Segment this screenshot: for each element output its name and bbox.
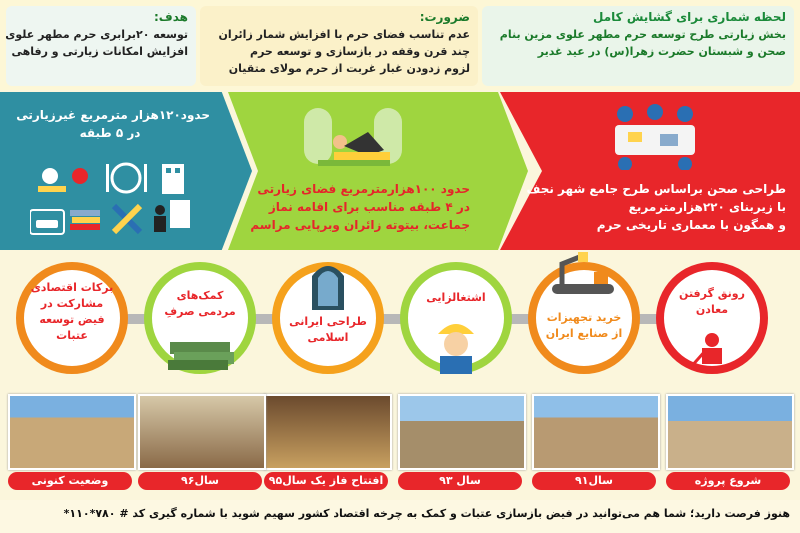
- robot-arm-icon: [548, 250, 618, 296]
- design-text: [526, 180, 786, 234]
- goal-card: [6, 6, 196, 86]
- teacher-icon: [154, 200, 190, 232]
- caption-current-status: وضعیت کنونی: [8, 472, 132, 490]
- footer-text: هنوز فرصت دارید؛ شما هم می‌توانید در فیض بازسازی عتبات و کمک به چرخه اقتصاد کشور سهیم شوید با شماره گیری کد # ۷۸۰*۱۱۰*: [63, 507, 790, 520]
- step-label-donations: [152, 288, 248, 320]
- step-label-line: اشتغالزایی: [426, 291, 486, 304]
- title-line: صحن و شبستان حضرت زهرا(س) در عید غدیر: [537, 45, 786, 58]
- progress-photos: [0, 390, 800, 500]
- step-label-line: از صنایع ایران: [545, 327, 623, 340]
- caption-project-start: شروع پروژه: [666, 472, 790, 490]
- step-label-design: [280, 314, 376, 346]
- step-label-line: خرید تجهیزات: [546, 311, 622, 324]
- step-label-line: کمک‌های: [176, 289, 224, 302]
- title-line: بخش زیارتی طرح توسعه حرم مطهر علوی مزین بنام: [499, 28, 786, 41]
- title-card: [482, 6, 794, 86]
- step-label-line: فیض توسعه: [39, 313, 105, 326]
- photo-phase-one: [264, 394, 392, 470]
- design-line: و همگون با معماری تاریخی حرم: [596, 218, 786, 232]
- title-heading: لحظه شماری برای گشایش کامل: [593, 10, 786, 24]
- cutlery-icon: [106, 164, 147, 192]
- building-icon: [162, 164, 184, 194]
- step-label-mining: [664, 286, 760, 318]
- need-card: [200, 6, 478, 86]
- meeting-table-icon: [600, 100, 710, 170]
- non-pilgrim-line: حدود۱۲۰هزار مترمربع غیرزیارتی: [16, 108, 210, 122]
- goal-heading: هدف:: [154, 10, 188, 24]
- money-icon: [168, 328, 234, 372]
- photo-year-96: [138, 394, 266, 470]
- books-icon: [70, 210, 100, 230]
- step-label-line: مشارکت در: [40, 297, 104, 310]
- parking-icon: [30, 210, 64, 234]
- need-line: لزوم زدودن غبار غربت از حرم مولای متقیان: [228, 62, 470, 75]
- prayer-icon: [298, 98, 408, 172]
- step-label-economic: [24, 280, 120, 344]
- step-label-line: طراحی ایرانی: [289, 315, 367, 328]
- pilgrim-line: جماعت، بیتوته زائران وبرپایی مراسم: [250, 218, 470, 232]
- caption-year-91: سال۹۱: [532, 472, 656, 490]
- islamic-arch-icon: [308, 256, 348, 310]
- caption-phase-one: افتتاح فاز یک سال۹۵: [264, 472, 388, 490]
- need-line: چند قرن وقفه در بازسازی و توسعه حرم: [250, 45, 470, 58]
- non-pilgrim-line: در ۵ طبقه: [79, 126, 141, 140]
- info-band: [0, 92, 800, 250]
- design-line: با زیربنای ۲۲۰هزارمترمربع: [628, 200, 786, 214]
- step-label-line: اسلامی: [307, 331, 349, 344]
- restaurant-icon: [38, 168, 88, 192]
- step-label-line: مردمی صرفِ: [164, 305, 236, 318]
- step-label-line: رونق گرفتن: [679, 287, 745, 300]
- pilgrim-line: حدود ۱۰۰هزارمترمربع فضای زیارتی: [257, 182, 470, 196]
- step-label-line: معادن: [695, 303, 729, 316]
- pilgrim-line: در ۴ طبقه مناسب برای اقامه نماز: [268, 200, 470, 214]
- pilgrim-space-text: [248, 180, 470, 234]
- top-bar: [0, 0, 800, 90]
- caption-year-93: سال ۹۳: [398, 472, 522, 490]
- photo-year-93: [398, 394, 526, 470]
- worker-icon: [430, 314, 482, 376]
- timeline: [0, 252, 800, 390]
- tools-icon: [114, 206, 140, 232]
- step-label-equipment: [536, 310, 632, 342]
- photo-project-start: [666, 394, 794, 470]
- miner-icon: [686, 330, 738, 370]
- footer: [0, 500, 800, 533]
- non-pilgrim-text: [10, 106, 210, 142]
- design-line: طراحی صحن براساس طرح جامع شهر نجف: [526, 182, 786, 196]
- step-label-line: عتبات: [56, 329, 88, 342]
- need-line: عدم تناسب فضای حرم با افزایش شمار زائران: [218, 28, 470, 41]
- step-label-line: برکات اقتصادی: [30, 281, 114, 294]
- goal-line: افزایش امکانات زیارتی و رفاهی: [11, 45, 188, 58]
- goal-line: توسعه ۲۰برابری حرم مطهر علوی: [5, 28, 188, 41]
- step-label-employment: [408, 290, 504, 306]
- need-heading: ضرورت:: [419, 10, 470, 24]
- photo-year-91: [532, 394, 660, 470]
- caption-year-96: سال۹۶: [138, 472, 262, 490]
- facilities-icons: [30, 154, 200, 240]
- photo-current-status: [8, 394, 136, 470]
